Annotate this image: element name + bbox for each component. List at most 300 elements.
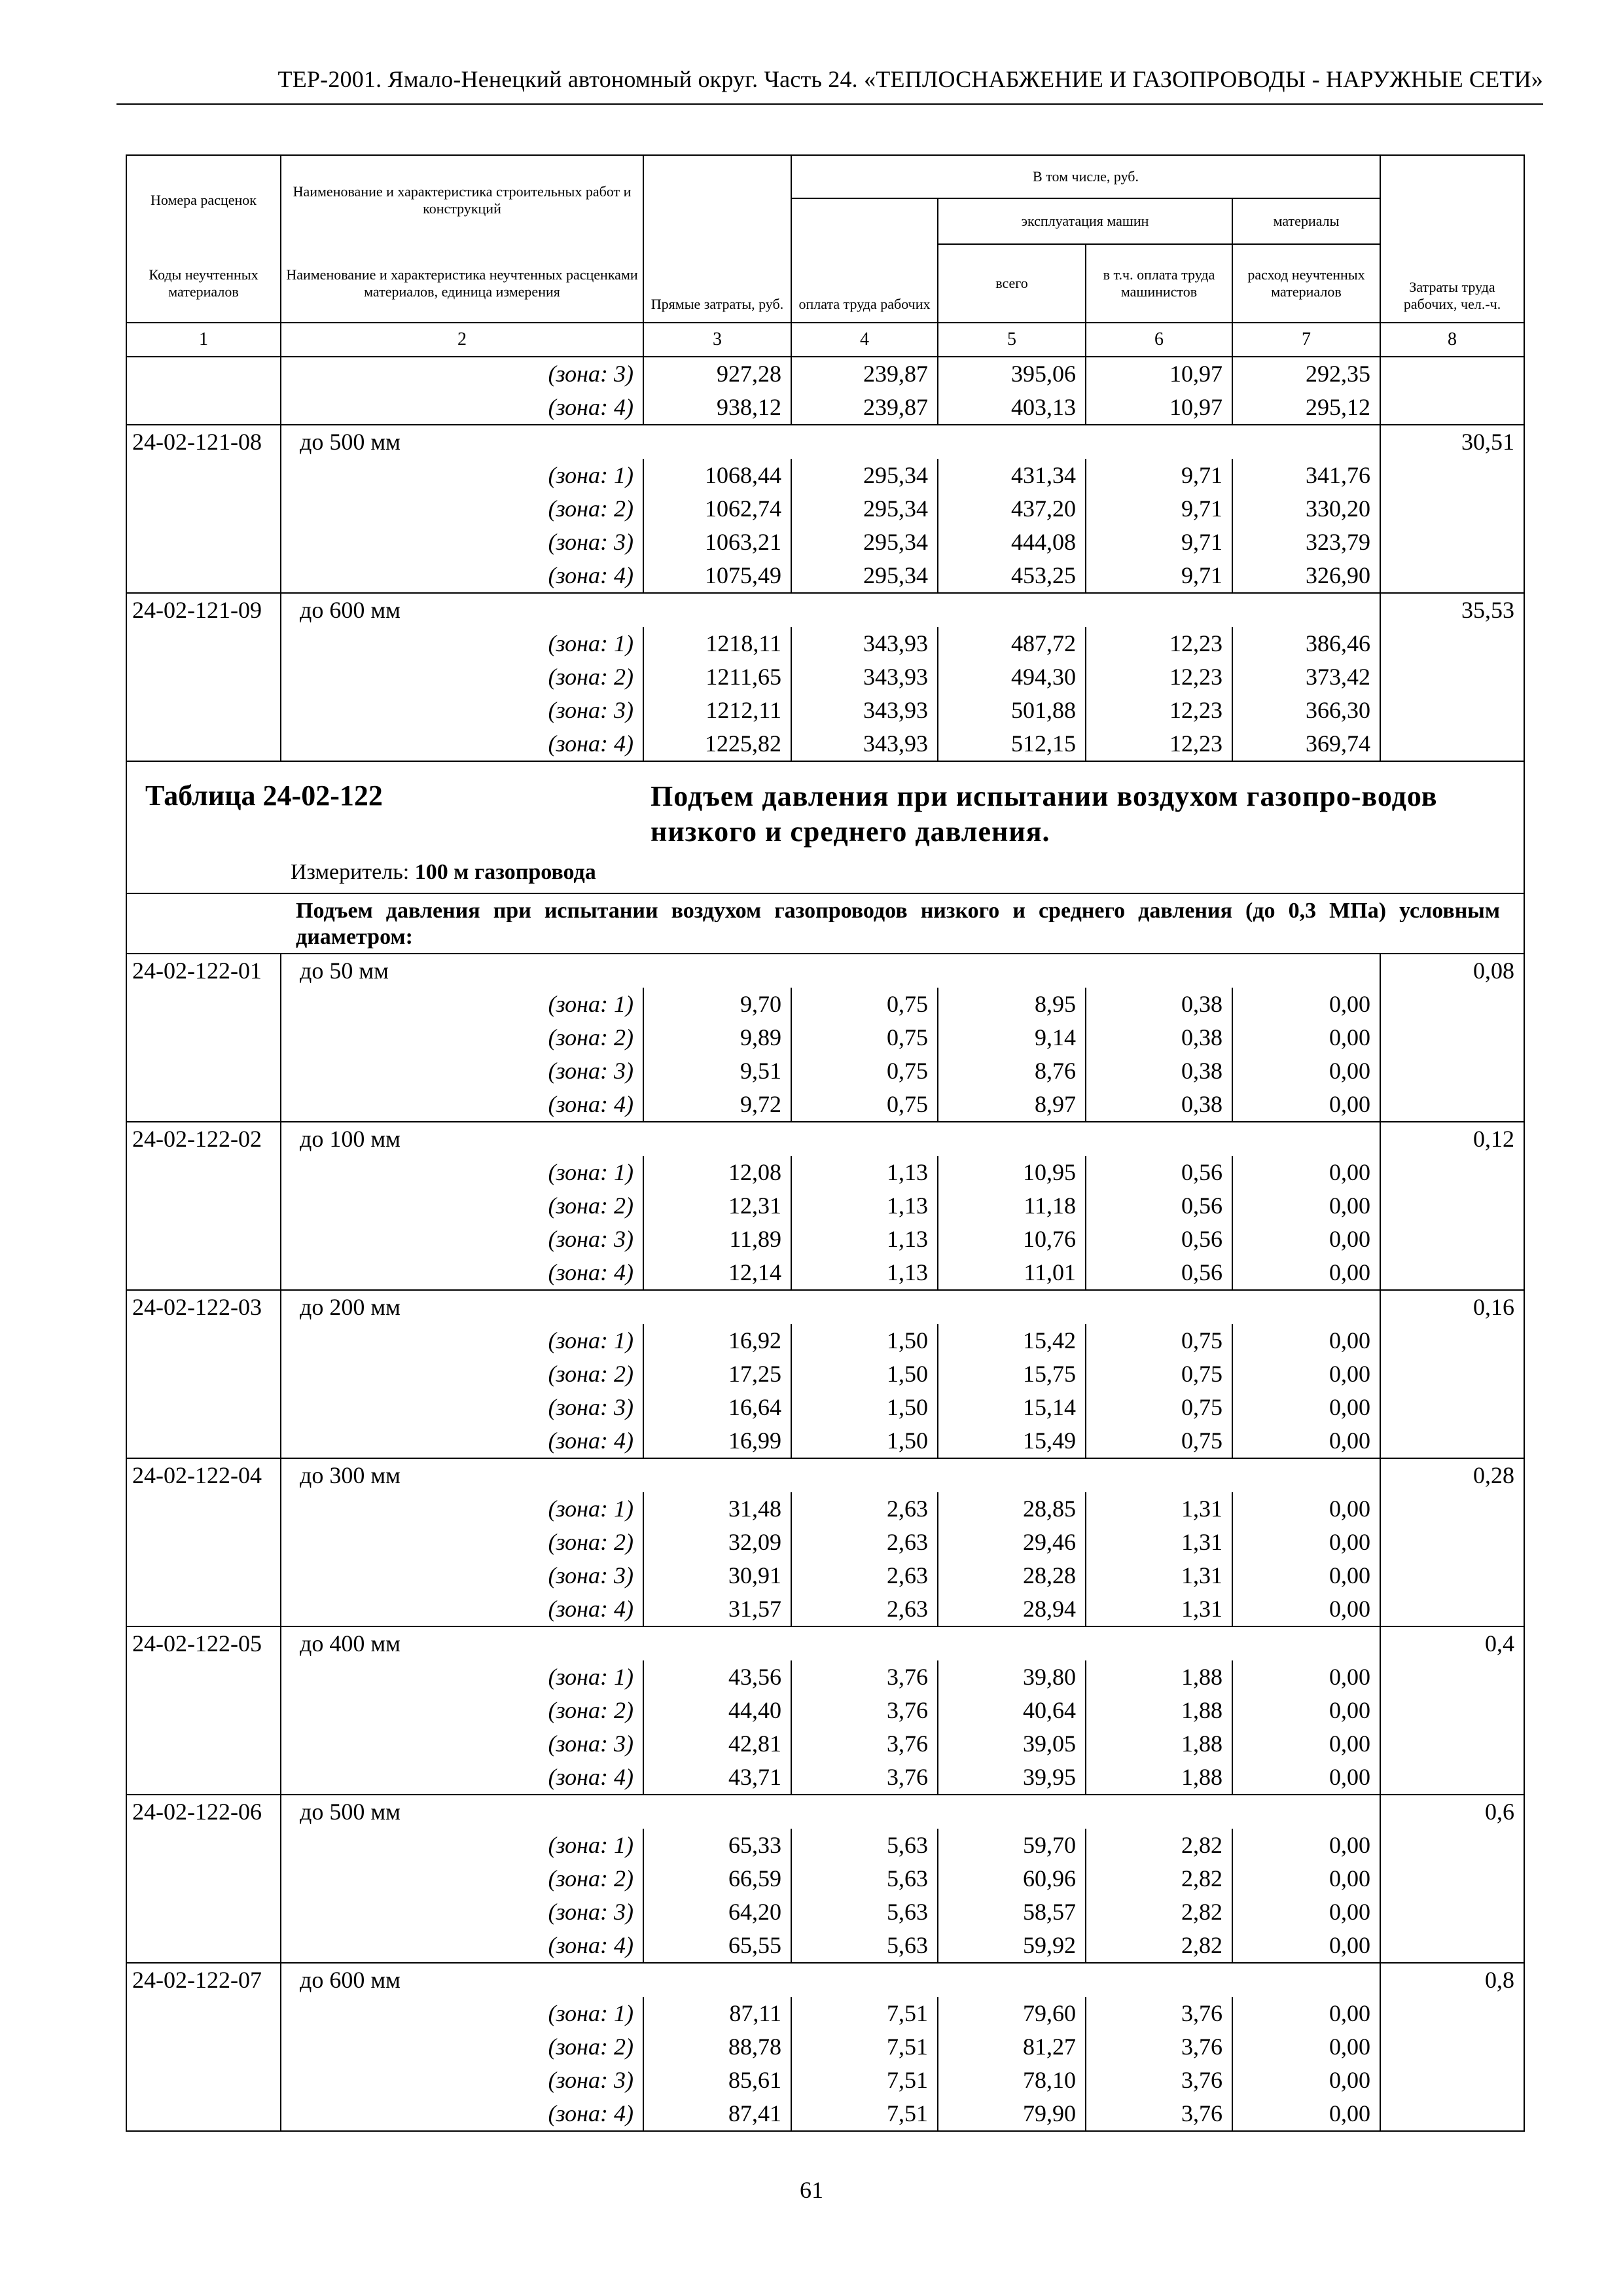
code-cell bbox=[126, 1021, 281, 1054]
direct-costs-value: 42,81 bbox=[643, 1727, 791, 1761]
materials-value: 0,00 bbox=[1232, 2064, 1380, 2097]
code-cell bbox=[126, 1694, 281, 1727]
code-cell bbox=[126, 727, 281, 761]
machines-wages-value: 3,76 bbox=[1086, 2064, 1232, 2097]
direct-costs-value: 1218,11 bbox=[643, 627, 791, 660]
wages-value: 3,76 bbox=[791, 1727, 938, 1761]
labor-cell bbox=[1380, 1256, 1524, 1290]
wages-value: 1,50 bbox=[791, 1424, 938, 1458]
rate-row bbox=[126, 1122, 1524, 1156]
machines-total-value: 79,60 bbox=[938, 1997, 1086, 2030]
labor-cell bbox=[1380, 660, 1524, 694]
zone-label: (зона: 2) bbox=[281, 660, 643, 694]
wages-value: 1,13 bbox=[791, 1223, 938, 1256]
zone-label: (зона: 4) bbox=[281, 1088, 643, 1122]
machines-wages-value: 9,71 bbox=[1086, 492, 1232, 526]
direct-costs-value: 31,57 bbox=[643, 1592, 791, 1626]
labor-cell bbox=[1380, 1929, 1524, 1963]
machines-wages-value: 0,38 bbox=[1086, 1054, 1232, 1088]
wages-value: 5,63 bbox=[791, 1862, 938, 1895]
zone-row bbox=[126, 1660, 1524, 1694]
zone-row bbox=[126, 1021, 1524, 1054]
wages-value: 0,75 bbox=[791, 1021, 938, 1054]
materials-value: 0,00 bbox=[1232, 1156, 1380, 1189]
labor-cell bbox=[1380, 2097, 1524, 2131]
meter-value: 100 м газопровода bbox=[414, 860, 596, 884]
table-24-02-121-rows bbox=[126, 425, 1524, 761]
direct-costs-value: 17,25 bbox=[643, 1357, 791, 1391]
header-name-top: Наименование и характеристика строительных работ и конструкций bbox=[281, 155, 643, 244]
labor-cell bbox=[1380, 627, 1524, 660]
direct-costs-value: 1068,44 bbox=[643, 459, 791, 492]
labor-cell bbox=[1380, 1761, 1524, 1795]
direct-costs-value: 31,48 bbox=[643, 1492, 791, 1526]
machines-total-value: 59,92 bbox=[938, 1929, 1086, 1963]
rate-code: 24-02-121-09 bbox=[126, 593, 281, 627]
wages-value: 2,63 bbox=[791, 1526, 938, 1559]
machines-wages-value: 1,31 bbox=[1086, 1559, 1232, 1592]
col-number: 7 bbox=[1232, 323, 1380, 357]
col-number: 5 bbox=[938, 323, 1086, 357]
materials-value: 369,74 bbox=[1232, 727, 1380, 761]
wages-value: 295,34 bbox=[791, 492, 938, 526]
zone-row bbox=[126, 1189, 1524, 1223]
wages-value: 7,51 bbox=[791, 1997, 938, 2030]
zone-label: (зона: 3) bbox=[281, 1895, 643, 1929]
materials-value: 0,00 bbox=[1232, 988, 1380, 1021]
machines-total-value: 453,25 bbox=[938, 559, 1086, 593]
zone-label: (зона: 2) bbox=[281, 2030, 643, 2064]
direct-costs-value: 12,31 bbox=[643, 1189, 791, 1223]
materials-value: 341,76 bbox=[1232, 459, 1380, 492]
rate-code: 24-02-122-04 bbox=[126, 1458, 281, 1492]
zone-row bbox=[126, 1256, 1524, 1290]
code-cell bbox=[126, 1391, 281, 1424]
zone-label: (зона: 3) bbox=[281, 1054, 643, 1088]
zone-row bbox=[126, 1156, 1524, 1189]
zone-label: (зона: 1) bbox=[281, 1324, 643, 1357]
labor-value: 0,12 bbox=[1380, 1122, 1524, 1156]
direct-costs-value: 9,70 bbox=[643, 988, 791, 1021]
table-24-02-122-rows bbox=[126, 954, 1524, 2131]
rate-row bbox=[126, 1795, 1524, 1829]
page-number: 61 bbox=[800, 2177, 823, 2203]
machines-total-value: 11,18 bbox=[938, 1189, 1086, 1223]
machines-wages-value: 3,76 bbox=[1086, 1997, 1232, 2030]
zone-label: (зона: 3) bbox=[281, 1559, 643, 1592]
machines-total-value: 60,96 bbox=[938, 1862, 1086, 1895]
zone-label: (зона: 4) bbox=[281, 1256, 643, 1290]
labor-cell bbox=[1380, 559, 1524, 593]
materials-value: 0,00 bbox=[1232, 1189, 1380, 1223]
labor-cell bbox=[1380, 1592, 1524, 1626]
direct-costs-value: 85,61 bbox=[643, 2064, 791, 2097]
zone-row bbox=[126, 1727, 1524, 1761]
wages-value: 343,93 bbox=[791, 694, 938, 727]
wages-value: 1,50 bbox=[791, 1357, 938, 1391]
zone-label: (зона: 3) bbox=[281, 1391, 643, 1424]
machines-total-value: 28,94 bbox=[938, 1592, 1086, 1626]
wages-value: 343,93 bbox=[791, 727, 938, 761]
zone-row bbox=[126, 1526, 1524, 1559]
machines-wages-value: 1,88 bbox=[1086, 1660, 1232, 1694]
machines-wages-value: 10,97 bbox=[1086, 357, 1232, 391]
code-cell bbox=[126, 1862, 281, 1895]
materials-value: 0,00 bbox=[1232, 1660, 1380, 1694]
col-number: 6 bbox=[1086, 323, 1232, 357]
zone-row bbox=[126, 1694, 1524, 1727]
header-labor: Затраты труда рабочих, чел.-ч. bbox=[1380, 155, 1524, 323]
rate-row bbox=[126, 593, 1524, 627]
meter-prefix: Измеритель: bbox=[291, 860, 410, 884]
rate-code: 24-02-122-05 bbox=[126, 1626, 281, 1660]
continued-rows bbox=[126, 357, 1524, 425]
rate-name: до 200 мм bbox=[281, 1290, 1380, 1324]
zone-label: (зона: 1) bbox=[281, 459, 643, 492]
zone-label: (зона: 3) bbox=[281, 1727, 643, 1761]
direct-costs-value: 12,08 bbox=[643, 1156, 791, 1189]
zone-row bbox=[126, 357, 1524, 391]
wages-value: 5,63 bbox=[791, 1829, 938, 1862]
machines-wages-value: 0,38 bbox=[1086, 1088, 1232, 1122]
machines-total-value: 15,14 bbox=[938, 1391, 1086, 1424]
zone-row bbox=[126, 1761, 1524, 1795]
code-cell bbox=[126, 1054, 281, 1088]
machines-wages-value: 12,23 bbox=[1086, 694, 1232, 727]
labor-cell bbox=[1380, 391, 1524, 425]
rate-code: 24-02-121-08 bbox=[126, 425, 281, 459]
machines-total-value: 28,85 bbox=[938, 1492, 1086, 1526]
direct-costs-value: 87,11 bbox=[643, 1997, 791, 2030]
machines-total-value: 501,88 bbox=[938, 694, 1086, 727]
labor-cell bbox=[1380, 357, 1524, 391]
header-machines-total: всего bbox=[938, 244, 1086, 323]
rate-name: до 50 мм bbox=[281, 954, 1380, 988]
zone-label: (зона: 3) bbox=[281, 526, 643, 559]
wages-value: 1,50 bbox=[791, 1391, 938, 1424]
machines-wages-value: 1,31 bbox=[1086, 1492, 1232, 1526]
code-cell bbox=[126, 459, 281, 492]
wages-value: 7,51 bbox=[791, 2064, 938, 2097]
machines-wages-value: 12,23 bbox=[1086, 727, 1232, 761]
materials-value: 0,00 bbox=[1232, 1895, 1380, 1929]
direct-costs-value: 16,99 bbox=[643, 1424, 791, 1458]
materials-value: 0,00 bbox=[1232, 1256, 1380, 1290]
zone-label: (зона: 2) bbox=[281, 1357, 643, 1391]
labor-cell bbox=[1380, 2064, 1524, 2097]
materials-value: 0,00 bbox=[1232, 1054, 1380, 1088]
col-number: 2 bbox=[281, 323, 643, 357]
header-wages: оплата труда рабочих bbox=[791, 198, 938, 323]
machines-total-value: 15,49 bbox=[938, 1424, 1086, 1458]
code-cell bbox=[126, 1424, 281, 1458]
machines-total-value: 11,01 bbox=[938, 1256, 1086, 1290]
zone-row bbox=[126, 2030, 1524, 2064]
machines-wages-value: 0,56 bbox=[1086, 1156, 1232, 1189]
direct-costs-value: 11,89 bbox=[643, 1223, 791, 1256]
labor-cell bbox=[1380, 1694, 1524, 1727]
machines-wages-value: 1,88 bbox=[1086, 1727, 1232, 1761]
header-materials-unaccounted: расход неучтенных материалов bbox=[1232, 244, 1380, 323]
materials-value: 0,00 bbox=[1232, 1727, 1380, 1761]
code-cell bbox=[126, 1997, 281, 2030]
machines-total-value: 8,95 bbox=[938, 988, 1086, 1021]
direct-costs-value: 12,14 bbox=[643, 1256, 791, 1290]
labor-cell bbox=[1380, 1189, 1524, 1223]
direct-costs-value: 65,55 bbox=[643, 1929, 791, 1963]
materials-value: 292,35 bbox=[1232, 357, 1380, 391]
code-cell bbox=[126, 1929, 281, 1963]
machines-wages-value: 12,23 bbox=[1086, 627, 1232, 660]
zone-label: (зона: 1) bbox=[281, 1492, 643, 1526]
materials-value: 0,00 bbox=[1232, 1761, 1380, 1795]
wages-value: 7,51 bbox=[791, 2030, 938, 2064]
labor-cell bbox=[1380, 694, 1524, 727]
machines-total-value: 8,97 bbox=[938, 1088, 1086, 1122]
machines-wages-value: 9,71 bbox=[1086, 559, 1232, 593]
code-cell bbox=[126, 492, 281, 526]
zone-row bbox=[126, 1592, 1524, 1626]
rate-row bbox=[126, 425, 1524, 459]
code-cell bbox=[126, 526, 281, 559]
materials-value: 0,00 bbox=[1232, 1324, 1380, 1357]
machines-total-value: 403,13 bbox=[938, 391, 1086, 425]
zone-row bbox=[126, 1391, 1524, 1424]
machines-total-value: 29,46 bbox=[938, 1526, 1086, 1559]
machines-total-value: 78,10 bbox=[938, 2064, 1086, 2097]
machines-total-value: 58,57 bbox=[938, 1895, 1086, 1929]
machines-wages-value: 1,31 bbox=[1086, 1592, 1232, 1626]
code-cell bbox=[126, 1895, 281, 1929]
header-direct-costs: Прямые затраты, руб. bbox=[643, 155, 791, 323]
zone-label: (зона: 4) bbox=[281, 1592, 643, 1626]
machines-wages-value: 1,88 bbox=[1086, 1761, 1232, 1795]
zone-row bbox=[126, 391, 1524, 425]
materials-value: 0,00 bbox=[1232, 2030, 1380, 2064]
rate-row bbox=[126, 1290, 1524, 1324]
labor-value: 0,8 bbox=[1380, 1963, 1524, 1997]
wages-value: 295,34 bbox=[791, 459, 938, 492]
price-table bbox=[126, 154, 1525, 2132]
machines-wages-value: 0,75 bbox=[1086, 1357, 1232, 1391]
labor-cell bbox=[1380, 1324, 1524, 1357]
rate-row bbox=[126, 954, 1524, 988]
header-machines-wages: в т.ч. оплата труда машинистов bbox=[1086, 244, 1232, 323]
zone-row bbox=[126, 627, 1524, 660]
code-cell bbox=[126, 1223, 281, 1256]
zone-row bbox=[126, 1223, 1524, 1256]
zone-row bbox=[126, 526, 1524, 559]
code-cell bbox=[126, 1559, 281, 1592]
code-cell bbox=[126, 1357, 281, 1391]
wages-value: 239,87 bbox=[791, 391, 938, 425]
zone-row bbox=[126, 492, 1524, 526]
wages-value: 7,51 bbox=[791, 2097, 938, 2131]
code-cell bbox=[126, 1492, 281, 1526]
code-cell bbox=[126, 2064, 281, 2097]
machines-total-value: 395,06 bbox=[938, 357, 1086, 391]
wages-value: 1,13 bbox=[791, 1156, 938, 1189]
direct-costs-value: 30,91 bbox=[643, 1559, 791, 1592]
zone-label: (зона: 2) bbox=[281, 1694, 643, 1727]
rate-code: 24-02-122-07 bbox=[126, 1963, 281, 1997]
direct-costs-value: 1063,21 bbox=[643, 526, 791, 559]
labor-cell bbox=[1380, 727, 1524, 761]
machines-total-value: 39,05 bbox=[938, 1727, 1086, 1761]
labor-cell bbox=[1380, 1997, 1524, 2030]
zone-label: (зона: 4) bbox=[281, 1929, 643, 1963]
machines-wages-value: 2,82 bbox=[1086, 1862, 1232, 1895]
materials-value: 0,00 bbox=[1232, 1862, 1380, 1895]
labor-value: 0,4 bbox=[1380, 1626, 1524, 1660]
header-codes-top: Номера расценок bbox=[126, 155, 281, 244]
labor-cell bbox=[1380, 1357, 1524, 1391]
rate-name: до 300 мм bbox=[281, 1458, 1380, 1492]
zone-label: (зона: 3) bbox=[281, 1223, 643, 1256]
labor-cell bbox=[1380, 1021, 1524, 1054]
zone-row bbox=[126, 1357, 1524, 1391]
zone-row bbox=[126, 1997, 1524, 2030]
zone-label: (зона: 2) bbox=[281, 1862, 643, 1895]
machines-wages-value: 0,38 bbox=[1086, 988, 1232, 1021]
code-cell bbox=[126, 660, 281, 694]
labor-cell bbox=[1380, 1727, 1524, 1761]
zone-row bbox=[126, 1862, 1524, 1895]
table-title: Подъем давления при испытании воздухом газопро-водов низкого и среднего давления. bbox=[651, 780, 1438, 848]
machines-total-value: 28,28 bbox=[938, 1559, 1086, 1592]
direct-costs-value: 9,72 bbox=[643, 1088, 791, 1122]
machines-wages-value: 9,71 bbox=[1086, 459, 1232, 492]
wages-value: 0,75 bbox=[791, 988, 938, 1021]
machines-total-value: 437,20 bbox=[938, 492, 1086, 526]
header-codes-bottom: Коды неучтенных материалов bbox=[126, 244, 281, 323]
materials-value: 0,00 bbox=[1232, 1021, 1380, 1054]
machines-wages-value: 2,82 bbox=[1086, 1895, 1232, 1929]
materials-value: 0,00 bbox=[1232, 1929, 1380, 1963]
labor-cell bbox=[1380, 1088, 1524, 1122]
materials-value: 0,00 bbox=[1232, 1559, 1380, 1592]
zone-row bbox=[126, 1054, 1524, 1088]
zone-label: (зона: 1) bbox=[281, 1829, 643, 1862]
machines-total-value: 15,75 bbox=[938, 1357, 1086, 1391]
table-label: Таблица 24-02-122 bbox=[145, 780, 383, 812]
zone-row bbox=[126, 559, 1524, 593]
labor-cell bbox=[1380, 1424, 1524, 1458]
machines-wages-value: 0,56 bbox=[1086, 1223, 1232, 1256]
zone-label: (зона: 4) bbox=[281, 1424, 643, 1458]
rate-code: 24-02-122-02 bbox=[126, 1122, 281, 1156]
zone-label: (зона: 1) bbox=[281, 1660, 643, 1694]
header-including: В том числе, руб. bbox=[791, 155, 1380, 198]
direct-costs-value: 44,40 bbox=[643, 1694, 791, 1727]
materials-value: 323,79 bbox=[1232, 526, 1380, 559]
materials-value: 0,00 bbox=[1232, 2097, 1380, 2131]
zone-label: (зона: 4) bbox=[281, 1761, 643, 1795]
running-header: ТЕР-2001. Ямало-Ненецкий автономный округ. Часть 24. «ТЕПЛОСНАБЖЕНИЕ И ГАЗОПРОВОДЫ - НАРУЖНЫЕ СЕТИ» bbox=[277, 66, 1543, 92]
materials-value: 373,42 bbox=[1232, 660, 1380, 694]
direct-costs-value: 1062,74 bbox=[643, 492, 791, 526]
code-cell bbox=[126, 391, 281, 425]
labor-cell bbox=[1380, 526, 1524, 559]
direct-costs-value: 65,33 bbox=[643, 1829, 791, 1862]
zone-label: (зона: 2) bbox=[281, 492, 643, 526]
direct-costs-value: 1211,65 bbox=[643, 660, 791, 694]
machines-total-value: 8,76 bbox=[938, 1054, 1086, 1088]
zone-label: (зона: 4) bbox=[281, 559, 643, 593]
materials-value: 0,00 bbox=[1232, 1357, 1380, 1391]
code-cell bbox=[126, 1761, 281, 1795]
section-title: Подъем давления при испытании воздухом газопроводов низкого и среднего давления (до 0,3 МПа) условным диаметром: bbox=[296, 899, 1500, 949]
machines-total-value: 444,08 bbox=[938, 526, 1086, 559]
labor-cell bbox=[1380, 1223, 1524, 1256]
machines-total-value: 39,95 bbox=[938, 1761, 1086, 1795]
machines-wages-value: 0,75 bbox=[1086, 1324, 1232, 1357]
direct-costs-value: 87,41 bbox=[643, 2097, 791, 2131]
direct-costs-value: 1212,11 bbox=[643, 694, 791, 727]
materials-value: 330,20 bbox=[1232, 492, 1380, 526]
code-cell bbox=[126, 1660, 281, 1694]
zone-row bbox=[126, 1492, 1524, 1526]
materials-value: 0,00 bbox=[1232, 1526, 1380, 1559]
code-cell bbox=[126, 1324, 281, 1357]
zone-label: (зона: 4) bbox=[281, 391, 643, 425]
materials-value: 295,12 bbox=[1232, 391, 1380, 425]
materials-value: 0,00 bbox=[1232, 1223, 1380, 1256]
labor-cell bbox=[1380, 1156, 1524, 1189]
machines-total-value: 431,34 bbox=[938, 459, 1086, 492]
zone-row bbox=[126, 1829, 1524, 1862]
direct-costs-value: 43,71 bbox=[643, 1761, 791, 1795]
wages-value: 2,63 bbox=[791, 1592, 938, 1626]
zone-label: (зона: 4) bbox=[281, 727, 643, 761]
rate-name: до 500 мм bbox=[281, 425, 1380, 459]
wages-value: 1,50 bbox=[791, 1324, 938, 1357]
machines-wages-value: 2,82 bbox=[1086, 1829, 1232, 1862]
zone-label: (зона: 4) bbox=[281, 2097, 643, 2131]
rate-code: 24-02-122-01 bbox=[126, 954, 281, 988]
labor-value: 0,16 bbox=[1380, 1290, 1524, 1324]
machines-total-value: 9,14 bbox=[938, 1021, 1086, 1054]
materials-value: 326,90 bbox=[1232, 559, 1380, 593]
wages-value: 0,75 bbox=[791, 1088, 938, 1122]
zone-row bbox=[126, 2097, 1524, 2131]
zone-row bbox=[126, 727, 1524, 761]
code-cell bbox=[126, 2097, 281, 2131]
direct-costs-value: 938,12 bbox=[643, 391, 791, 425]
wages-value: 343,93 bbox=[791, 660, 938, 694]
machines-total-value: 10,95 bbox=[938, 1156, 1086, 1189]
zone-row bbox=[126, 459, 1524, 492]
zone-row bbox=[126, 660, 1524, 694]
machines-total-value: 40,64 bbox=[938, 1694, 1086, 1727]
meter bbox=[291, 860, 596, 885]
col-number: 1 bbox=[126, 323, 281, 357]
machines-total-value: 81,27 bbox=[938, 2030, 1086, 2064]
rate-name: до 400 мм bbox=[281, 1626, 1380, 1660]
machines-wages-value: 2,82 bbox=[1086, 1929, 1232, 1963]
wages-value: 295,34 bbox=[791, 559, 938, 593]
direct-costs-value: 1225,82 bbox=[643, 727, 791, 761]
machines-wages-value: 0,38 bbox=[1086, 1021, 1232, 1054]
materials-value: 0,00 bbox=[1232, 1424, 1380, 1458]
direct-costs-value: 66,59 bbox=[643, 1862, 791, 1895]
wages-value: 239,87 bbox=[791, 357, 938, 391]
machines-wages-value: 12,23 bbox=[1086, 660, 1232, 694]
rate-row bbox=[126, 1626, 1524, 1660]
direct-costs-value: 9,51 bbox=[643, 1054, 791, 1088]
code-cell bbox=[126, 1829, 281, 1862]
zone-row bbox=[126, 1895, 1524, 1929]
